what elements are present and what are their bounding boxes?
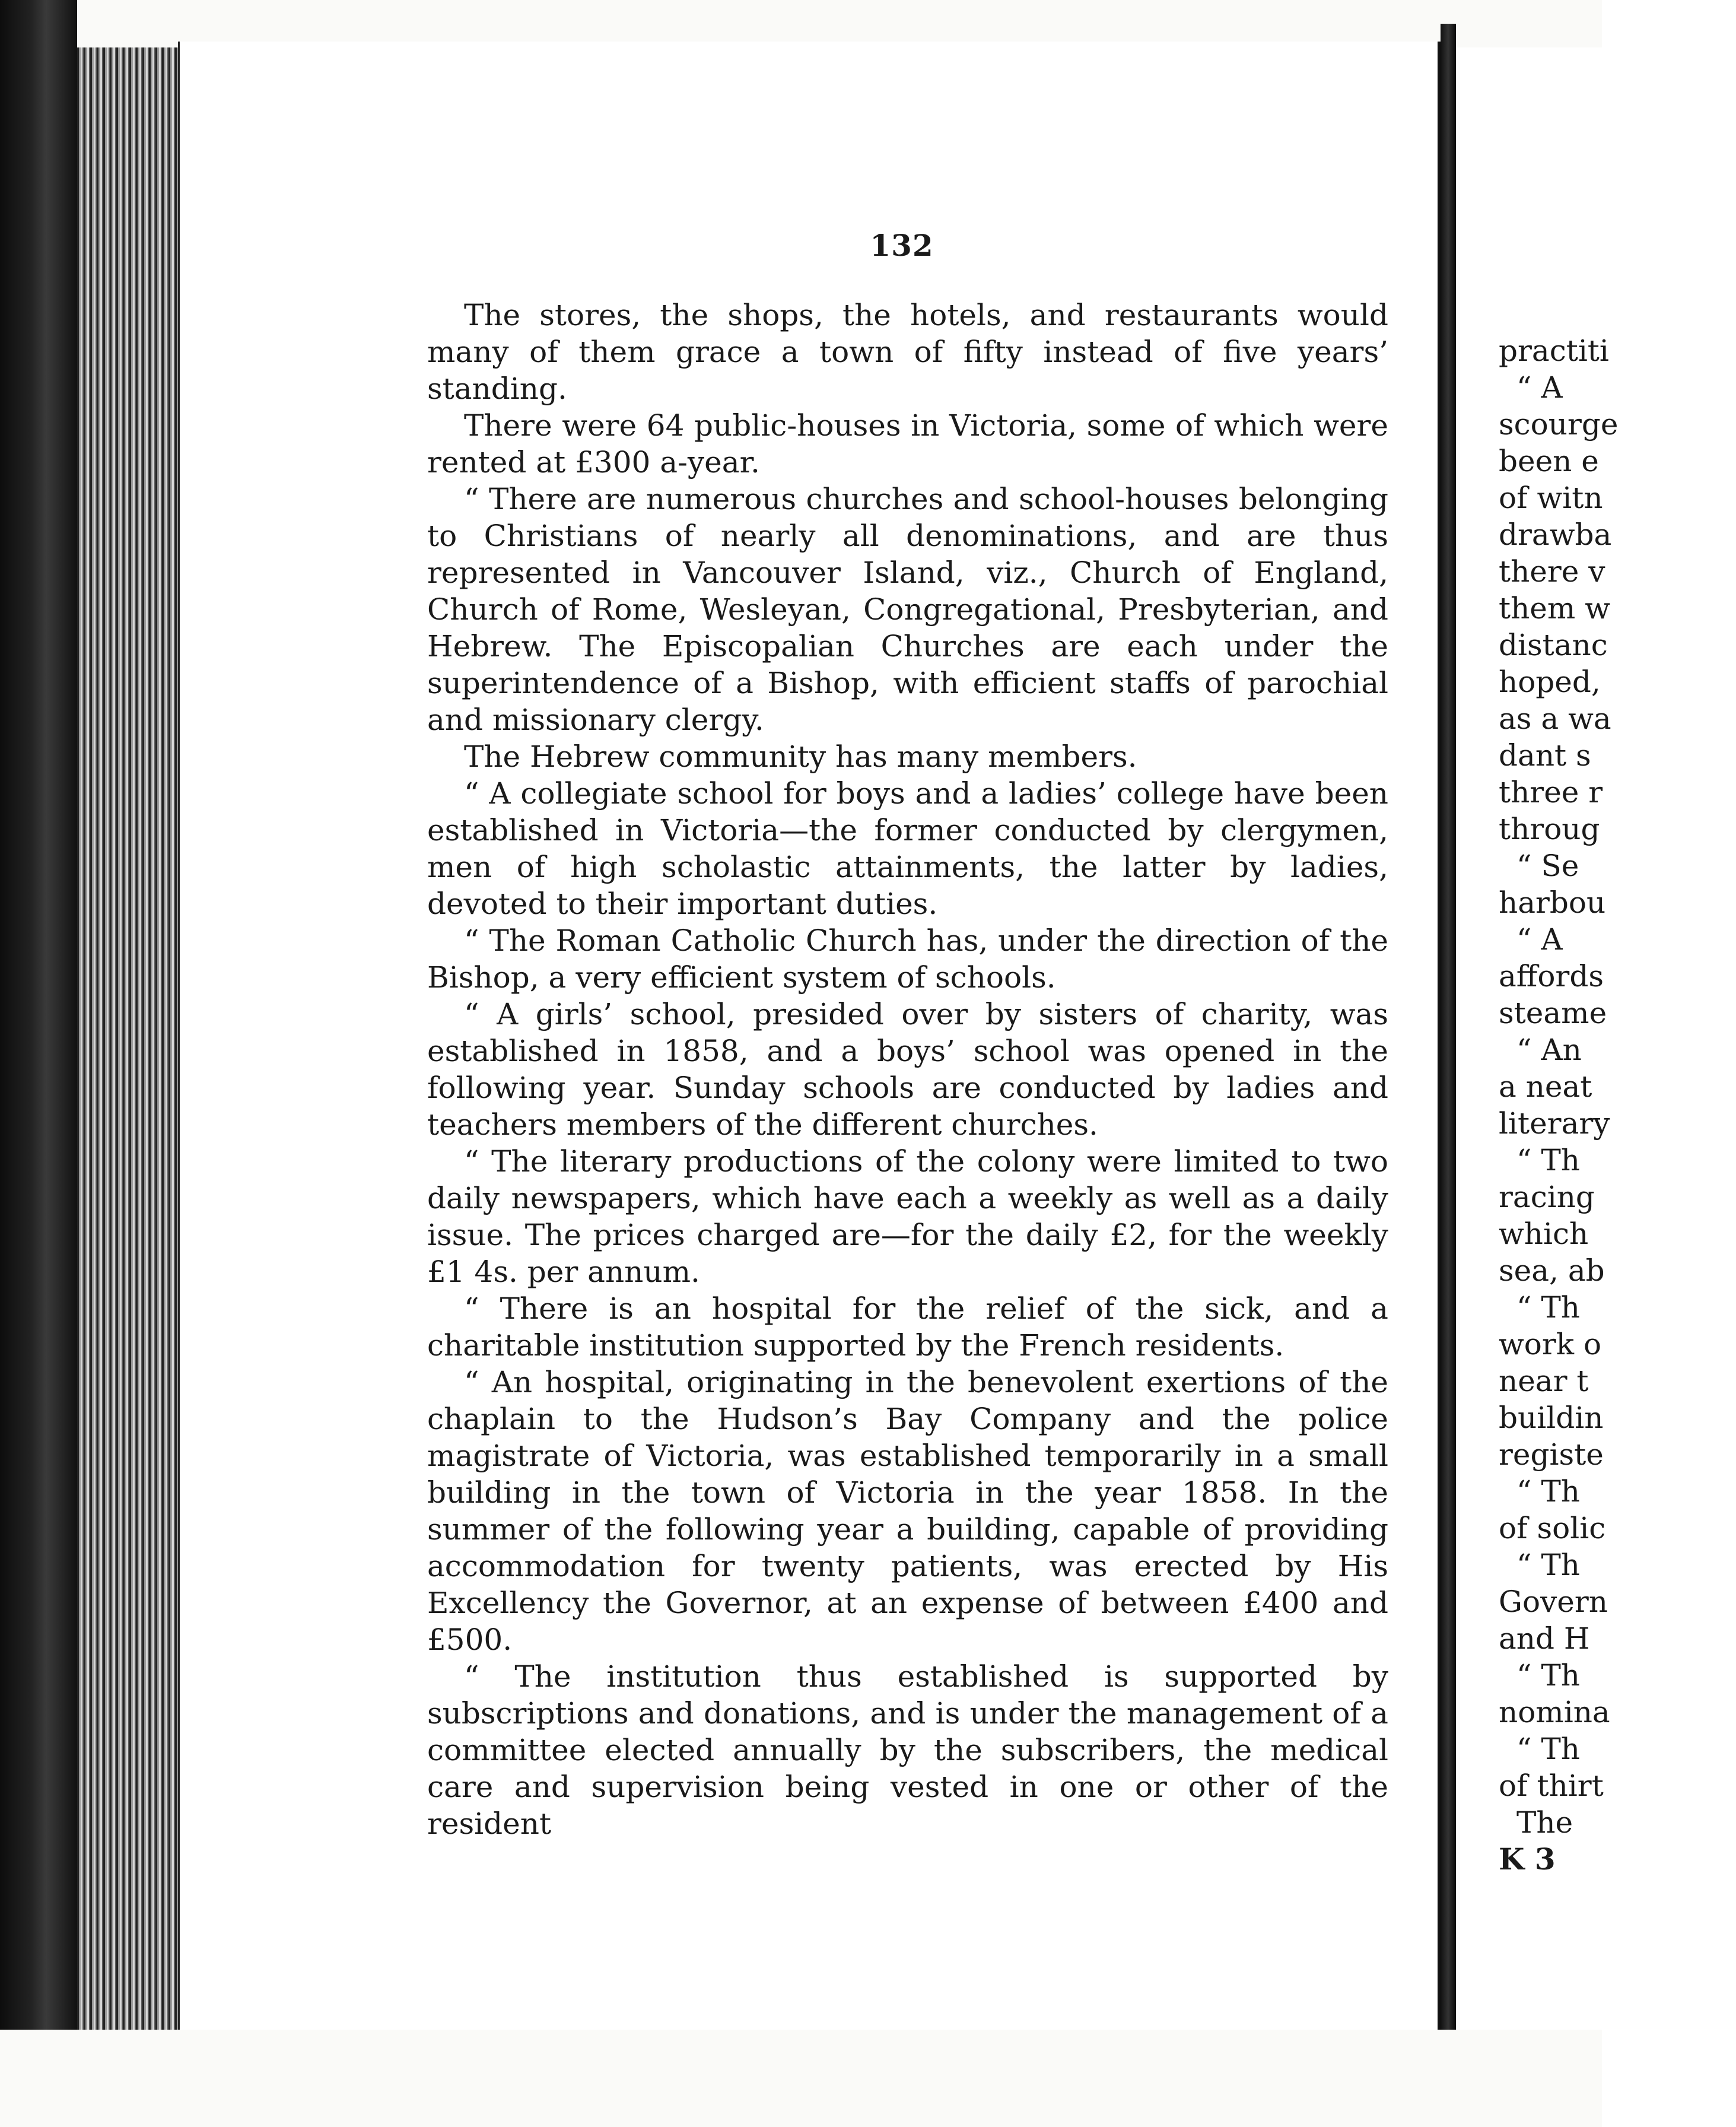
facing-line: distanc [1499, 628, 1608, 662]
facing-line: work o [1499, 1327, 1602, 1361]
paragraph: “ There are numerous churches and school-houses belonging to Christians of nearly all denominations, and are thus represented in Vancouver Island, viz., Church of England, Church of Rome, Wesleyan, Congregational, Presbyterian, and Hebrew. The Episcopalian Churches are each under the superintendence of a Bishop, with efficient staffs of parochial and missionary clergy. [427, 482, 1388, 737]
facing-line: sea, ab [1499, 1253, 1605, 1288]
facing-line: drawba [1499, 518, 1612, 552]
paragraph: The Hebrew community has many members. [464, 739, 1137, 774]
facing-line: scourge [1499, 407, 1619, 442]
facing-line: “ Th [1516, 1548, 1581, 1582]
facing-line: of witn [1499, 481, 1603, 515]
paragraph: There were 64 public-houses in Victoria, some of which were rented at £300 a-year. [427, 408, 1388, 480]
facing-line: “ Se [1516, 849, 1579, 883]
paragraph: “ The Roman Catholic Church has, under the direction of the Bishop, a very efficient system of schools. [427, 923, 1388, 995]
facing-line: “ Th [1516, 1732, 1581, 1766]
facing-line: steame [1499, 996, 1607, 1030]
facing-line: “ An [1516, 1033, 1582, 1067]
facing-line: “ Th [1516, 1290, 1581, 1325]
facing-line: “ A [1516, 922, 1563, 957]
facing-line: been e [1499, 444, 1599, 478]
facing-line: registe [1499, 1437, 1604, 1472]
facing-line: affords [1499, 959, 1604, 993]
paragraph: “ The institution thus established is supported by subscriptions and donations, and is under the management of a committee elected annually by the subscribers, the medical care and supervision being vested in one or other of the resident [427, 1659, 1388, 1841]
paragraph: “ There is an hospital for the relief of the sick, and a charitable institution supported by the French residents. [427, 1291, 1388, 1363]
paragraph: The stores, the shops, the hotels, and restaurants would many of them grace a town of fifty instead of five years’ standing. [427, 298, 1388, 406]
paragraph: “ A girls’ school, presided over by sisters of charity, was established in 1858, and a boys’ school was opened in the following year. Sunday schools are conducted by ladies and teachers members of the different churches. [427, 997, 1388, 1142]
paragraph: “ The literary productions of the colony were limited to two daily newspapers, which have each a weekly as well as a daily issue. The prices charged are—for the daily £2, for the weekly £1 4s. per annum. [427, 1144, 1388, 1289]
facing-line: “ Th [1516, 1143, 1581, 1177]
facing-line: throug [1499, 812, 1600, 846]
facing-line: of solic [1499, 1511, 1606, 1545]
scan-bottom-margin [0, 2030, 1602, 2127]
facing-line: racing [1499, 1180, 1595, 1214]
facing-line: buildin [1499, 1401, 1604, 1435]
facing-line: there v [1499, 554, 1605, 589]
facing-line: of thirt [1499, 1769, 1604, 1803]
book-gutter [1441, 24, 1456, 2101]
facing-line: “ Th [1516, 1658, 1581, 1693]
facing-line: three r [1499, 775, 1603, 809]
paragraph: “ An hospital, originating in the benevolent exertions of the chaplain to the Hudson’s Bay Company and the police magistrate of Victoria, was established temporarily in a small building in the town of Victoria in the year 1858. In the summer of the following year a building, capable of providing accommodation for twenty patients, was erected by His Excellency the Governor, at an expense of between £400 and £500. [427, 1365, 1388, 1657]
facing-page-text [1499, 332, 1736, 1878]
facing-line: practiti [1499, 334, 1609, 368]
facing-line: near t [1499, 1364, 1589, 1398]
facing-line: harbou [1499, 885, 1606, 920]
facing-line: as a wa [1499, 701, 1611, 736]
facing-line: them w [1499, 591, 1610, 626]
facing-line: which [1499, 1217, 1589, 1251]
facing-signature-mark: K 3 [1499, 1842, 1556, 1877]
page-body-text [427, 297, 1388, 1842]
facing-line: literary [1499, 1106, 1610, 1141]
facing-line: The [1516, 1805, 1573, 1840]
facing-line: Govern [1499, 1585, 1608, 1619]
book-page-edges [77, 47, 178, 2030]
facing-line: hoped, [1499, 665, 1601, 699]
facing-line: “ A [1516, 370, 1563, 405]
paragraph: “ A collegiate school for boys and a ladies’ college have been established in Victoria—the former conducted by clergymen, men of high scholastic attainments, the latter by ladies, devoted to their important duties. [427, 776, 1388, 921]
facing-line: and H [1499, 1621, 1590, 1656]
facing-line: “ Th [1516, 1474, 1581, 1509]
facing-line: dant s [1499, 738, 1591, 773]
facing-line: nomina [1499, 1695, 1610, 1729]
page-number: 132 [870, 228, 934, 263]
facing-line: a neat [1499, 1069, 1592, 1104]
scanner-left-shadow [0, 0, 77, 2127]
